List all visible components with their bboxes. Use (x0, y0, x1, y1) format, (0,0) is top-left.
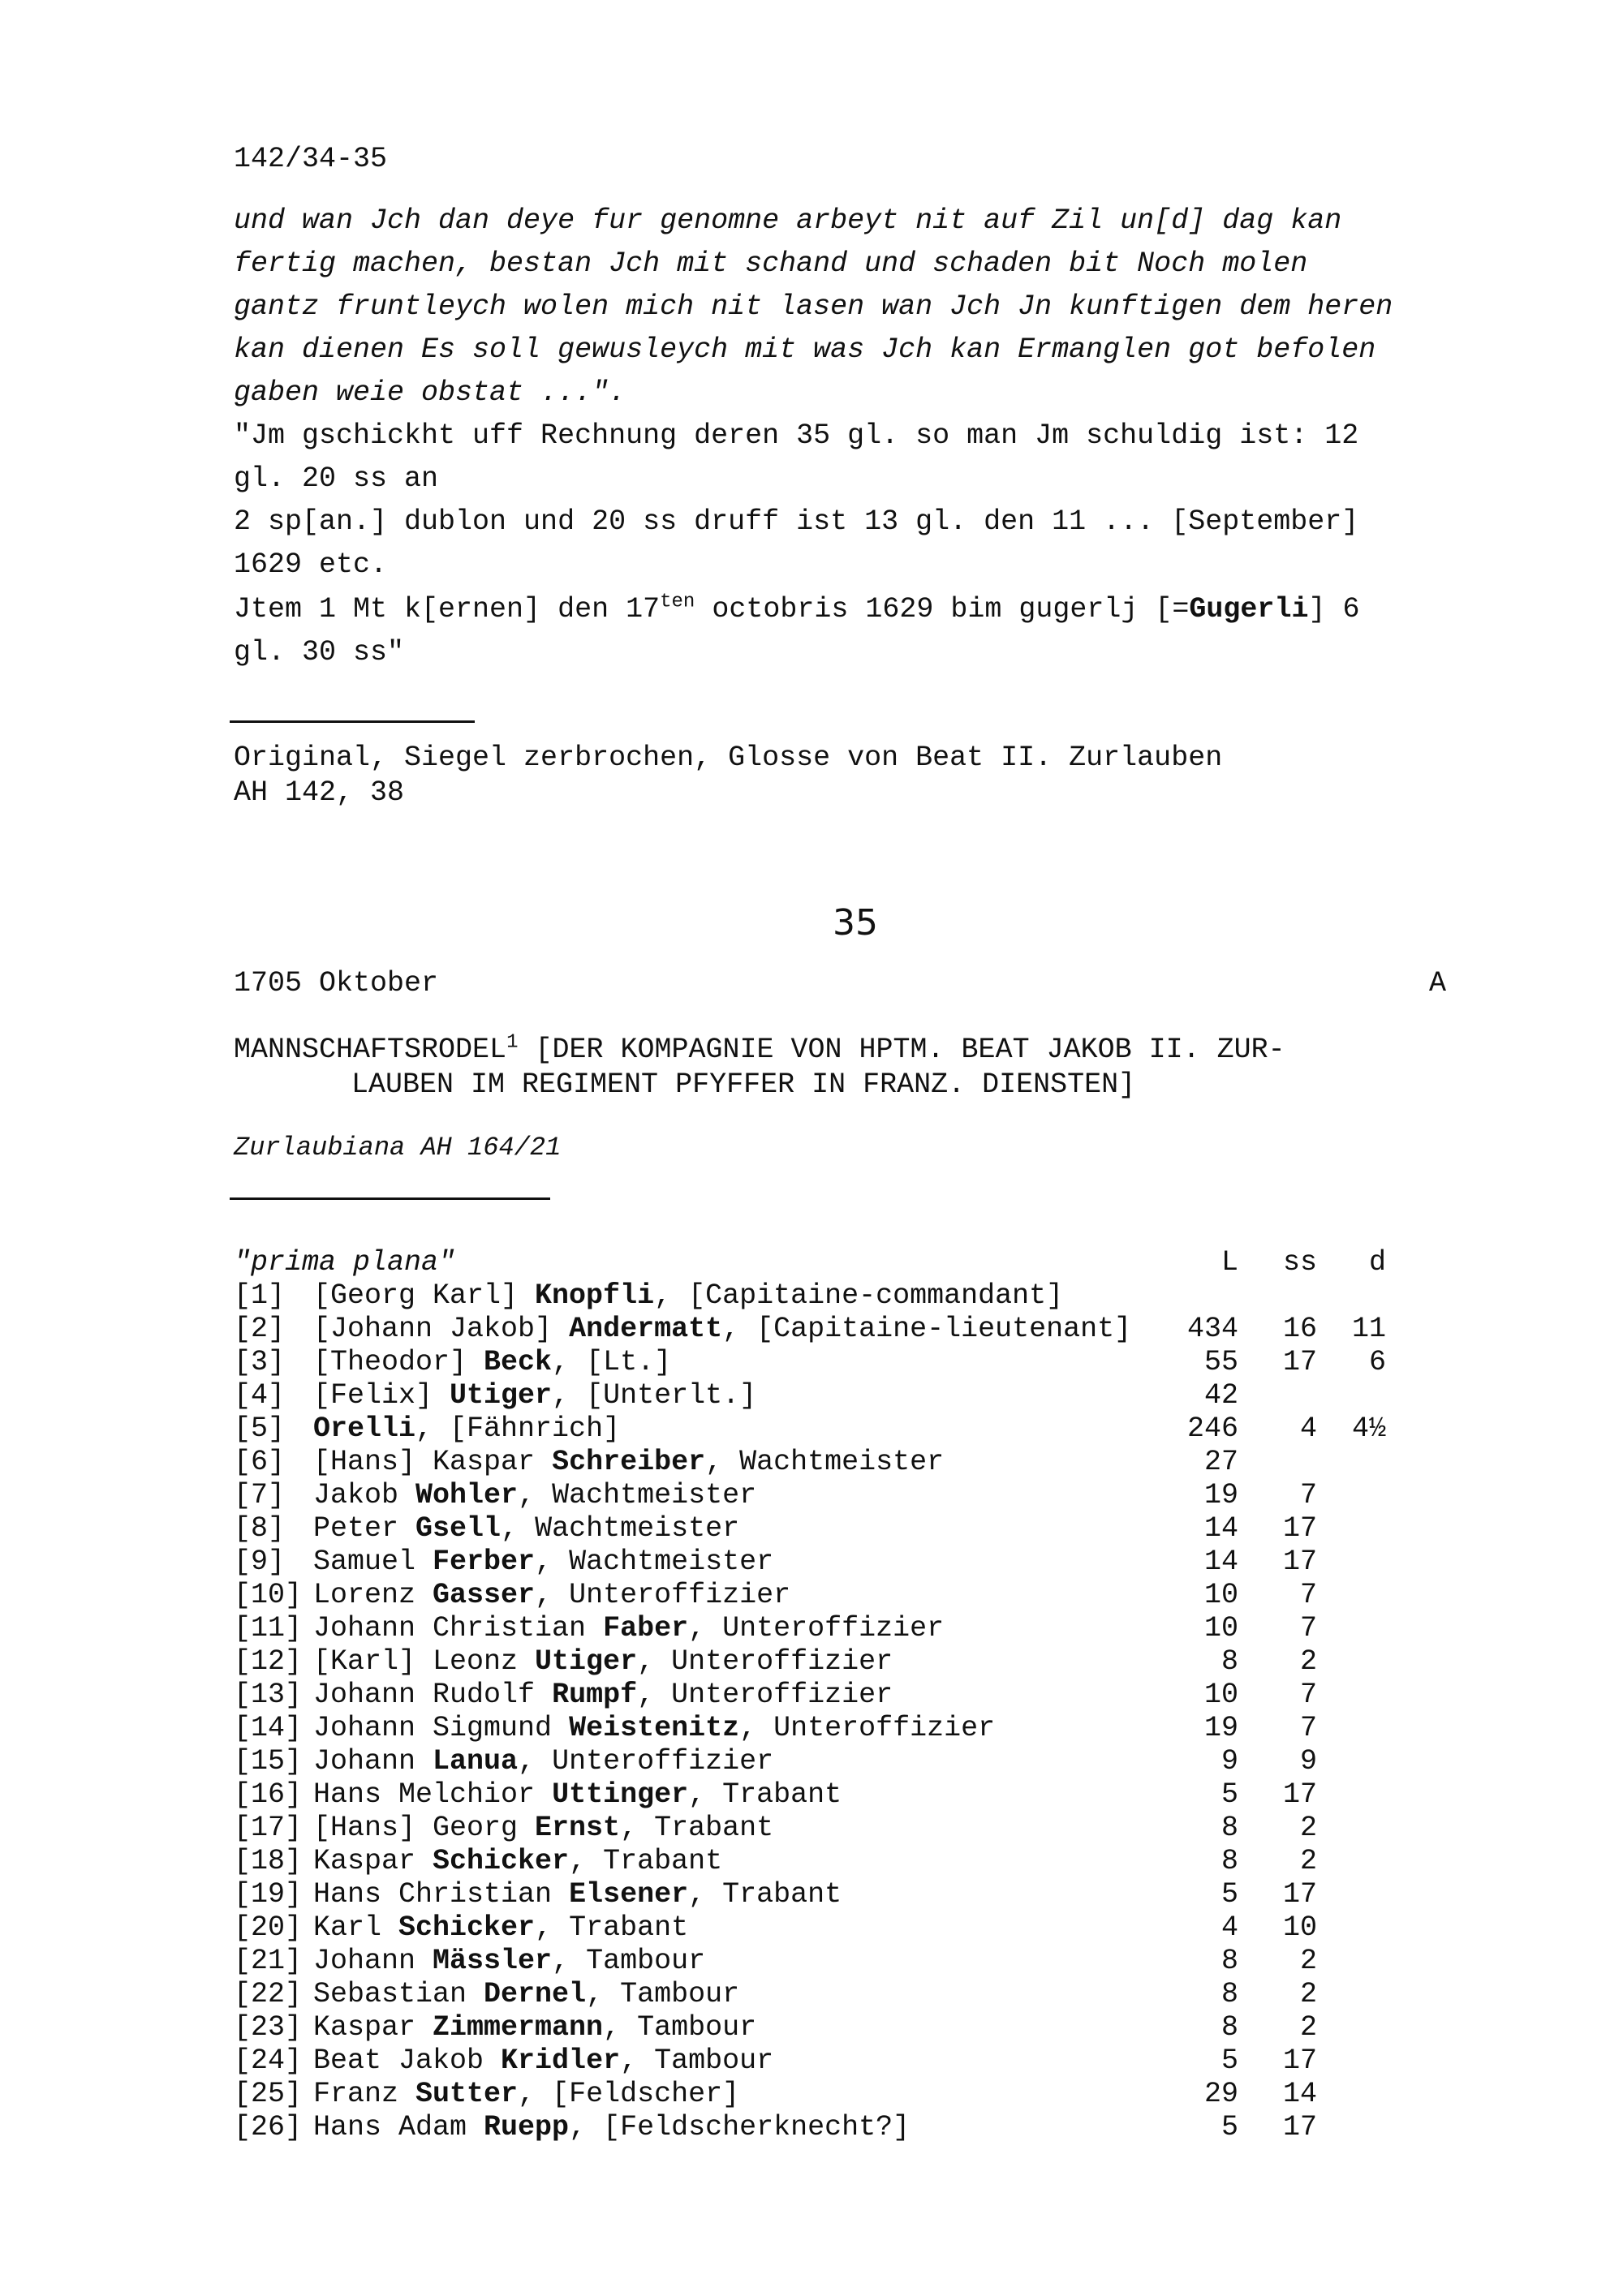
entry-text: Hans Adam (313, 2111, 484, 2143)
entry-text: , Wachtmeister (518, 1479, 757, 1511)
person-entry (313, 1911, 688, 1944)
surname: Elsener (569, 1878, 689, 1911)
letter-line: gantz fruntleych wolen mich nit lasen wan Jch Jn kunftigen dem heren (234, 290, 1393, 323)
entry-text: [Karl] Leonz (313, 1645, 536, 1678)
row-index: [9] (234, 1546, 286, 1578)
person-entry (313, 1579, 790, 1611)
row-index: [1] (234, 1279, 286, 1312)
table-row (234, 2044, 1483, 2078)
letter-line: gaben weie obstat ...". (234, 376, 626, 409)
amount-livres: 5 (1220, 1778, 1238, 1811)
entry-text: Johann Sigmund (313, 1712, 570, 1744)
entry-text: , Tambour (620, 2044, 774, 2077)
surname: Rumpf (552, 1679, 638, 1711)
amount-sols: 17 (1282, 2044, 1317, 2077)
amount-deniers: 6 (1368, 1346, 1386, 1378)
table-row (234, 1978, 1483, 2011)
amount-livres: 5 (1220, 2111, 1238, 2143)
table-row (234, 1412, 1483, 1446)
entry-text: Samuel (313, 1546, 433, 1578)
row-index: [21] (234, 1945, 303, 1977)
amount-sols: 7 (1299, 1612, 1317, 1645)
person-entry (313, 1978, 739, 2010)
entry-text: Johann (313, 1945, 433, 1977)
entry-text: , Trabant (688, 1878, 842, 1911)
entry-text: , Tambour (552, 1945, 706, 1977)
entry-text: Peter (313, 1512, 416, 1545)
amount-deniers: 4½ (1351, 1412, 1386, 1445)
row-index: [12] (234, 1645, 303, 1678)
amount-deniers: 11 (1351, 1313, 1386, 1345)
table-row (234, 1778, 1483, 1812)
row-index: [7] (234, 1479, 286, 1511)
amount-livres: 246 (1186, 1412, 1238, 1445)
table-row (234, 1745, 1483, 1778)
amount-livres: 55 (1203, 1346, 1238, 1378)
entry-text: Jakob (313, 1479, 416, 1511)
receipt-line: 2 sp[an.] dublon und 20 ss druff ist 13 gl. den 11 ... [September] (234, 505, 1359, 538)
table-row (234, 2078, 1483, 2111)
table-row (234, 1712, 1483, 1745)
person-entry (313, 2044, 773, 2077)
amount-sols: 10 (1282, 1911, 1317, 1944)
entry-text: Lorenz (313, 1579, 433, 1611)
row-index: [5] (234, 1412, 286, 1445)
amount-sols: 17 (1282, 1878, 1317, 1911)
table-row (234, 1379, 1483, 1412)
table-row (234, 1845, 1483, 1878)
surname: Lanua (433, 1745, 519, 1778)
table-row (234, 1579, 1483, 1612)
amount-livres: 42 (1203, 1379, 1238, 1412)
person-entry (313, 1679, 893, 1711)
amount-sols: 2 (1299, 1812, 1317, 1844)
letter-line: und wan Jch dan deye fur genomne arbeyt nit auf Zil un[d] dag kan (234, 204, 1342, 237)
receipt-line: 1629 etc. (234, 548, 388, 581)
table-row (234, 1812, 1483, 1845)
person-entry (313, 1845, 722, 1877)
entry-text: Hans Christian (313, 1878, 570, 1911)
person-entry (313, 1479, 756, 1511)
surname: Ferber (433, 1546, 536, 1578)
footnote-divider (230, 720, 475, 723)
entry-text: Kaspar (313, 2011, 433, 2044)
entry-text: [Felix] (313, 1379, 450, 1412)
entry-text: , [Feldscherknecht?] (569, 2111, 911, 2143)
person-entry (313, 1778, 842, 1811)
person-entry (313, 2078, 739, 2110)
entry-text: , Unteroffizier (637, 1679, 893, 1711)
entry-text: , Wachtmeister (501, 1512, 740, 1545)
surname: Faber (603, 1612, 689, 1645)
amount-sols: 17 (1282, 1546, 1317, 1578)
table-row (234, 1612, 1483, 1645)
surname: Mässler (433, 1945, 553, 1977)
amount-livres: 10 (1203, 1679, 1238, 1711)
surname: Kridler (501, 2044, 621, 2077)
entry-text: [Theodor] (313, 1346, 484, 1378)
row-index: [13] (234, 1679, 303, 1711)
table-row (234, 1645, 1483, 1679)
amount-sols: 7 (1299, 1479, 1317, 1511)
section-label: "prima plana" (234, 1246, 456, 1279)
person-entry (313, 2111, 910, 2143)
amount-sols: 7 (1299, 1712, 1317, 1744)
entry-text: , Trabant (569, 1845, 723, 1877)
entry-text: , [Unterlt.] (552, 1379, 757, 1412)
entry-text: , Trabant (620, 1812, 774, 1844)
entry-text: , Wachtmeister (705, 1446, 945, 1478)
person-entry (313, 1379, 756, 1412)
entry-text: , Unteroffizier (535, 1579, 791, 1611)
surname: Andermatt (569, 1313, 723, 1345)
entry-text: , Trabant (688, 1778, 842, 1811)
entry-text: , Tambour (586, 1978, 740, 2010)
entry-text: , Unteroffizier (739, 1712, 996, 1744)
table-header (234, 1246, 1483, 1279)
person-entry (313, 1313, 1131, 1345)
surname: Beck (484, 1346, 553, 1378)
amount-livres: 8 (1220, 1812, 1238, 1844)
document-date: 1705 Oktober (234, 967, 439, 1000)
amount-sols: 2 (1299, 1945, 1317, 1977)
amount-sols: 14 (1282, 2078, 1317, 2110)
surname: Gasser (433, 1579, 536, 1611)
page-reference: 142/34-35 (234, 143, 388, 175)
surname: Ernst (535, 1812, 621, 1844)
amount-livres: 14 (1203, 1546, 1238, 1578)
surname: Sutter (415, 2078, 519, 2110)
entry-text: [Hans] Kaspar (313, 1446, 553, 1478)
row-index: [2] (234, 1313, 286, 1345)
table-row (234, 1279, 1483, 1313)
entry-text: Johann Christian (313, 1612, 604, 1645)
amount-livres: 19 (1203, 1712, 1238, 1744)
amount-sols: 2 (1299, 1845, 1317, 1877)
footnote-line: AH 142, 38 (234, 776, 405, 809)
surname: Dernel (484, 1978, 587, 2010)
person-entry (313, 1945, 705, 1977)
row-index: [19] (234, 1878, 303, 1911)
person-entry (313, 1712, 995, 1744)
row-index: [22] (234, 1978, 303, 2010)
column-header-ss: ss (1282, 1246, 1317, 1279)
document-marker: A (1429, 967, 1447, 1000)
row-index: [24] (234, 2044, 303, 2077)
person-entry (313, 1645, 893, 1678)
table-row (234, 1679, 1483, 1712)
row-index: [11] (234, 1612, 303, 1645)
table-row (234, 1313, 1483, 1346)
entry-text: Karl (313, 1911, 399, 1944)
amount-sols: 16 (1282, 1313, 1317, 1345)
letter-line: fertig machen, bestan Jch mit schand und schaden bit Noch molen (234, 247, 1308, 280)
amount-sols: 9 (1299, 1745, 1317, 1778)
table-row (234, 2011, 1483, 2044)
row-index: [15] (234, 1745, 303, 1778)
amount-livres: 10 (1203, 1579, 1238, 1611)
person-entry (313, 1546, 773, 1578)
surname: Utiger (450, 1379, 553, 1412)
amount-livres: 5 (1220, 1878, 1238, 1911)
surname: Wohler (415, 1479, 519, 1511)
row-index: [26] (234, 2111, 303, 2143)
surname: Orelli (313, 1412, 416, 1445)
entry-text: , [Capitaine-commandant] (654, 1279, 1064, 1312)
row-index: [10] (234, 1579, 303, 1611)
amount-livres: 27 (1203, 1446, 1238, 1478)
amount-sols: 17 (1282, 1512, 1317, 1545)
entry-text: [Hans] Georg (313, 1812, 536, 1844)
receipt-line: "Jm gschickht uff Rechnung deren 35 gl. so man Jm schuldig ist: 12 (234, 419, 1359, 452)
person-entry (313, 1512, 739, 1545)
table-row (234, 2111, 1483, 2144)
amount-livres: 10 (1203, 1612, 1238, 1645)
table-row (234, 1945, 1483, 1978)
amount-livres: 8 (1220, 1645, 1238, 1678)
entry-text: , Tambour (603, 2011, 757, 2044)
person-entry (313, 2011, 756, 2044)
amount-sols: 7 (1299, 1679, 1317, 1711)
person-entry (313, 1446, 944, 1478)
column-header-d: d (1368, 1246, 1386, 1279)
receipt-line: gl. 30 ss" (234, 636, 405, 669)
amount-sols: 17 (1282, 2111, 1317, 2143)
title-line: MANNSCHAFTSRODEL$^1$ [DER KOMPAGNIE VON HPTM. BEAT JAKOB II. ZUR- (234, 1031, 1285, 1066)
surname: Gsell (415, 1512, 502, 1545)
surname: Knopfli (535, 1279, 655, 1312)
row-index: [17] (234, 1812, 303, 1844)
surname: Ruepp (484, 2111, 570, 2143)
person-entry (313, 1612, 944, 1645)
entry-text: , Unteroffizier (637, 1645, 893, 1678)
letter-line: kan dienen Es soll gewusleych mit was Jch kan Ermanglen got befolen (234, 333, 1376, 366)
entry-text: , [Feldscher] (518, 2078, 740, 2110)
row-index: [8] (234, 1512, 286, 1545)
amount-livres: 9 (1220, 1745, 1238, 1778)
entry-text: [Georg Karl] (313, 1279, 536, 1312)
entry-text: , Unteroffizier (688, 1612, 945, 1645)
amount-livres: 8 (1220, 1945, 1238, 1977)
title-line: LAUBEN IM REGIMENT PFYFFER IN FRANZ. DIENSTEN] (351, 1068, 1136, 1101)
footnote-line: Original, Siegel zerbrochen, Glosse von Beat II. Zurlauben (234, 742, 1223, 774)
amount-sols: 2 (1299, 1645, 1317, 1678)
row-index: [4] (234, 1379, 286, 1412)
row-index: [16] (234, 1778, 303, 1811)
person-entry (313, 1279, 1063, 1312)
entry-text: , Unteroffizier (518, 1745, 774, 1778)
table-row (234, 1546, 1483, 1579)
entry-text: Sebastian (313, 1978, 484, 2010)
table-row (234, 1512, 1483, 1546)
amount-sols: 7 (1299, 1579, 1317, 1611)
person-entry (313, 1812, 773, 1844)
receipt-line: Jtem 1 Mt k[ernen] den $17^{ten}$ octobris 1629 bim gugerlj [=Gugerli] 6 (234, 591, 1360, 626)
entry-text: , [Fähnrich] (415, 1412, 621, 1445)
amount-sols: 17 (1282, 1778, 1317, 1811)
person-entry (313, 1412, 620, 1445)
amount-livres: 5 (1220, 2044, 1238, 2077)
entry-text: , Wachtmeister (535, 1546, 774, 1578)
amount-livres: 19 (1203, 1479, 1238, 1511)
row-index: [20] (234, 1911, 303, 1944)
table-row (234, 1446, 1483, 1479)
surname: Zimmermann (433, 2011, 604, 2044)
column-header-L: L (1220, 1246, 1238, 1279)
amount-sols: 17 (1282, 1346, 1317, 1378)
receipt-line: gl. 20 ss an (234, 462, 439, 495)
entry-text: , [Lt.] (552, 1346, 672, 1378)
entry-text: Johann Rudolf (313, 1679, 553, 1711)
table-row (234, 1346, 1483, 1379)
entry-text: Franz (313, 2078, 416, 2110)
surname: Schicker (398, 1911, 536, 1944)
row-index: [14] (234, 1712, 303, 1744)
row-index: [3] (234, 1346, 286, 1378)
row-index: [23] (234, 2011, 303, 2044)
row-index: [6] (234, 1446, 286, 1478)
entry-text: Hans Melchior (313, 1778, 553, 1811)
amount-sols: 2 (1299, 2011, 1317, 2044)
table-row (234, 1911, 1483, 1945)
amount-livres: 8 (1220, 1845, 1238, 1877)
amount-sols: 4 (1299, 1412, 1317, 1445)
entry-text: Kaspar (313, 1845, 433, 1877)
row-index: [18] (234, 1845, 303, 1877)
row-index: [25] (234, 2078, 303, 2110)
surname: Schicker (433, 1845, 570, 1877)
document-number: 35 (833, 902, 878, 944)
table-row (234, 1479, 1483, 1512)
surname: Schreiber (552, 1446, 706, 1478)
entry-text: Beat Jakob (313, 2044, 502, 2077)
amount-livres: 434 (1186, 1313, 1238, 1345)
amount-livres: 8 (1220, 1978, 1238, 2010)
amount-livres: 8 (1220, 2011, 1238, 2044)
amount-sols: 2 (1299, 1978, 1317, 2010)
table-row (234, 1878, 1483, 1911)
entry-text: , Trabant (535, 1911, 689, 1944)
person-entry (313, 1745, 773, 1778)
entry-text: , [Capitaine-lieutenant] (722, 1313, 1132, 1345)
person-entry (313, 1346, 671, 1378)
entry-text: [Johann Jakob] (313, 1313, 570, 1345)
amount-livres: 29 (1203, 2078, 1238, 2110)
source-divider (230, 1197, 550, 1200)
amount-livres: 14 (1203, 1512, 1238, 1545)
amount-livres: 4 (1220, 1911, 1238, 1944)
surname: Utiger (535, 1645, 638, 1678)
source-reference: Zurlaubiana AH 164/21 (234, 1133, 562, 1163)
surname: Weistenitz (569, 1712, 740, 1744)
entry-text: Johann (313, 1745, 433, 1778)
surname: Uttinger (552, 1778, 689, 1811)
person-entry (313, 1878, 842, 1911)
